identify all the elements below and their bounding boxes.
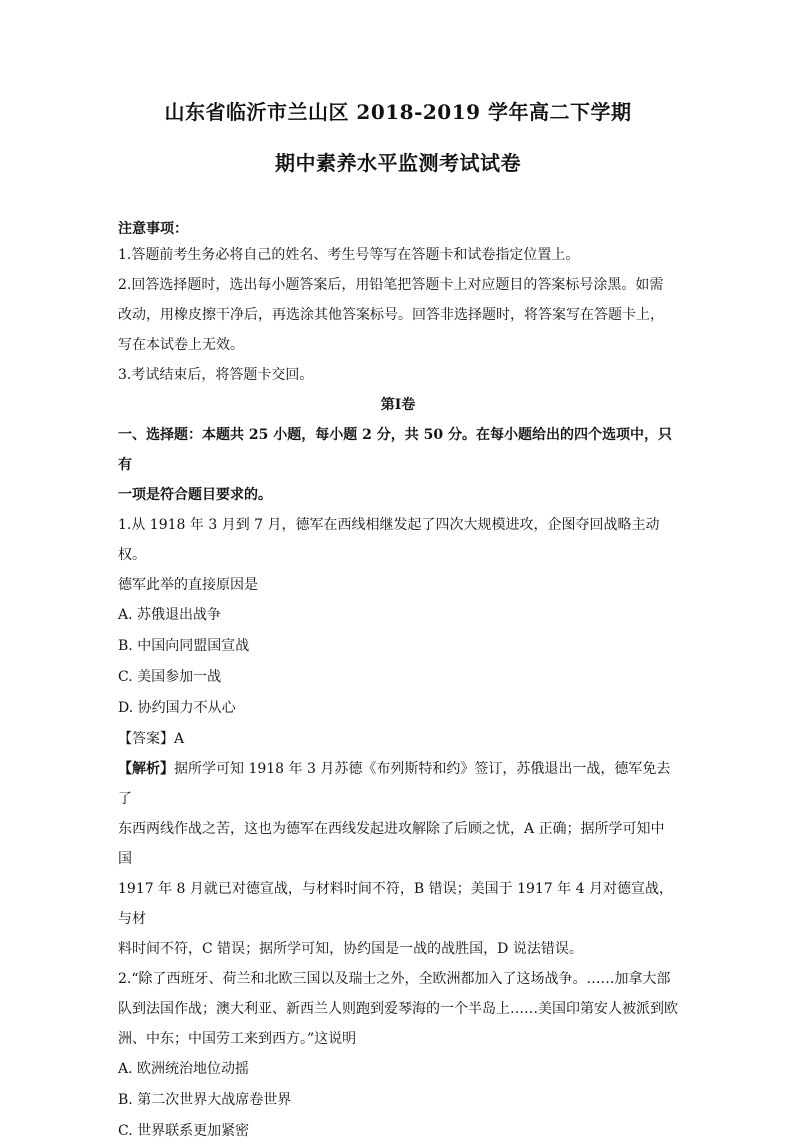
q1-option-a: A. 苏俄退出战争 bbox=[118, 607, 222, 623]
q2-option-a: A. 欧洲统治地位动摇 bbox=[118, 1061, 250, 1077]
notice-item: 改动，用橡皮擦干净后，再选涂其他答案标号。回答非选择题时，将答案写在答题卡上， bbox=[118, 307, 664, 323]
question-2-stem: 队到法国作战；澳大利亚、新西兰人则跑到爱琴海的一个半岛上……美国印第安人被派到欧 bbox=[118, 1001, 678, 1017]
q1-option-d: D. 协约国力不从心 bbox=[118, 700, 236, 716]
q1-answer: 【答案】A bbox=[118, 731, 185, 747]
notice-heading: 注意事项： bbox=[118, 221, 188, 237]
question-1-stem: 1.从 1918 年 3 月到 7 月，德军在西线相继发起了四次大规模进攻，企图夺回战略主动权。 bbox=[118, 517, 660, 563]
question-1-stem: 德军此举的直接原因是 bbox=[118, 577, 258, 593]
q1-option-c: C. 美国参加一战 bbox=[118, 669, 222, 685]
section-heading: 一、选择题：本题共 25 小题，每小题 2 分，共 50 分。在每小题给出的四个选项中，只有 bbox=[118, 427, 672, 473]
analysis-text: 据所学可知 1918 年 3 月苏德《布列斯特和约》签订，苏俄退出一战，德军免去了 bbox=[118, 761, 671, 807]
q2-option-b: B. 第二次世界大战席卷世界 bbox=[118, 1092, 292, 1108]
question-2-stem: 2.“除了西班牙、荷兰和北欧三国以及瑞士之外，全欧洲都加入了这场战争。……加拿大部 bbox=[118, 971, 671, 987]
notice-item: 3.考试结束后，将答题卡交回。 bbox=[118, 367, 314, 383]
question-2-stem: 洲、中东；中国劳工来到西方。”这说明 bbox=[118, 1031, 357, 1047]
q2-option-c: C. 世界联系更加紧密 bbox=[118, 1123, 250, 1139]
notice-item: 2.回答选择题时，选出每小题答案后，用铅笔把答题卡上对应题目的答案标号涂黑。如需 bbox=[118, 277, 664, 293]
q1-analysis bbox=[118, 754, 678, 814]
page-title: 山东省临沂市兰山区 2018-2019 学年高二下学期 bbox=[164, 100, 632, 124]
q1-analysis: 东西两线作战之苦，这也为德军在西线发起进攻解除了后顾之忧，A 正确；据所学可知中国 bbox=[118, 821, 665, 867]
section-heading: 一项是符合题目要求的。 bbox=[118, 487, 272, 503]
volume-heading: 第Ⅰ卷 bbox=[380, 397, 416, 413]
page-subtitle: 期中素养水平监测考试试卷 bbox=[275, 151, 521, 175]
q1-analysis: 1917 年 8 月就已对德宣战，与材料时间不符，B 错误；美国于 1917 年 4 月对德宣战，与材 bbox=[118, 881, 673, 927]
notice-item: 1.答题前考生务必将自己的姓名、考生号等写在答题卡和试卷指定位置上。 bbox=[118, 247, 580, 263]
exam-page bbox=[118, 96, 678, 1147]
analysis-label: 【解析】 bbox=[118, 761, 174, 777]
q1-option-b: B. 中国向同盟国宣战 bbox=[118, 638, 250, 654]
notice-item: 写在本试卷上无效。 bbox=[118, 337, 244, 353]
q1-analysis: 料时间不符，C 错误；据所学可知，协约国是一战的战胜国，D 说法错误。 bbox=[118, 941, 583, 957]
